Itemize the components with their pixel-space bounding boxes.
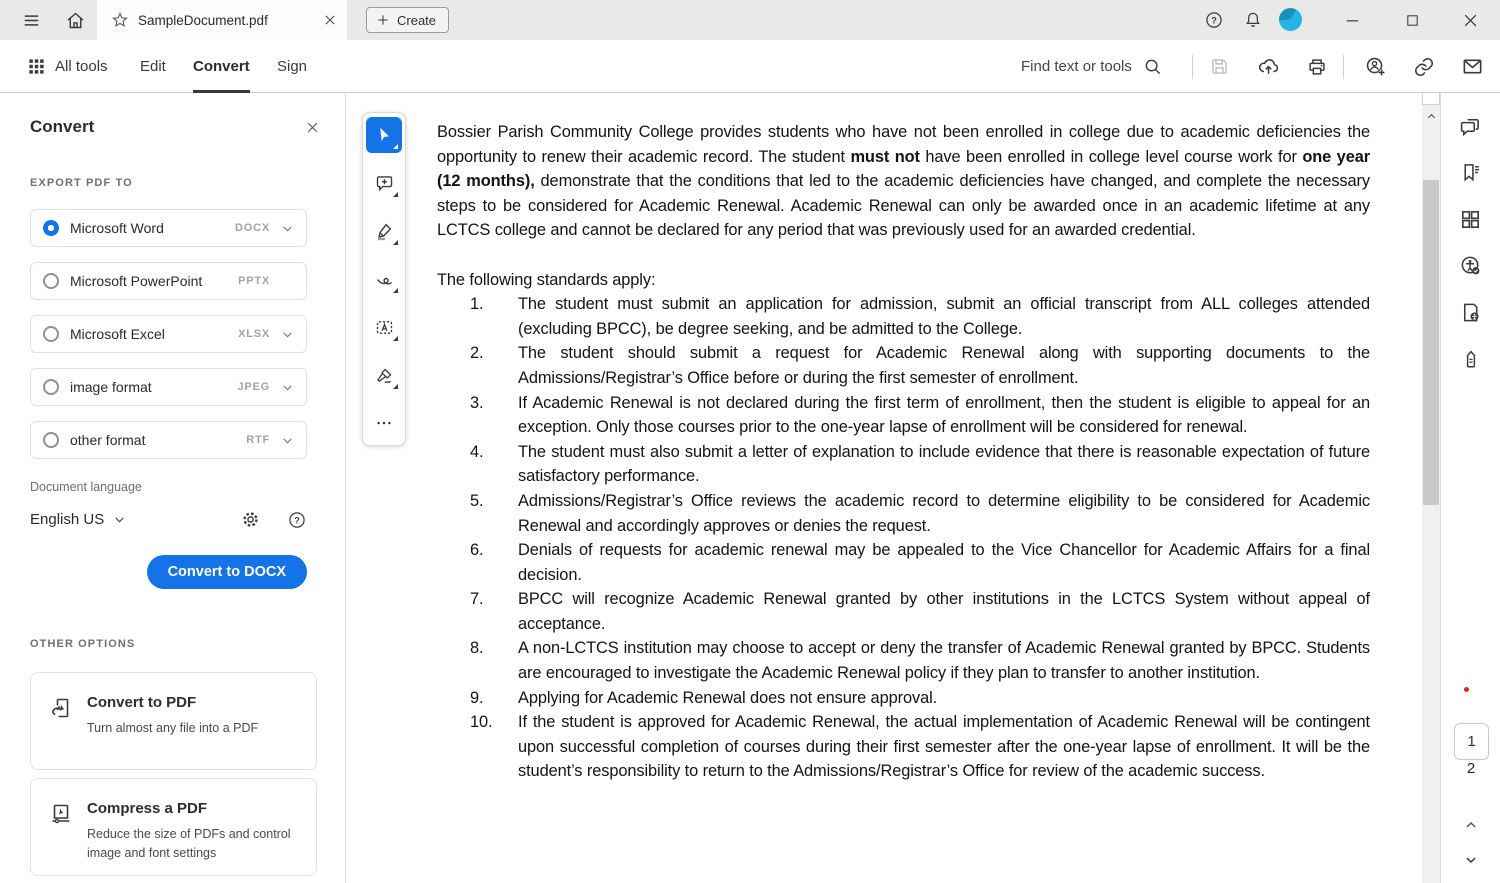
export-option-powerpoint[interactable] <box>30 262 307 300</box>
more-dots-icon <box>374 413 394 433</box>
minimize-button[interactable] <box>1339 0 1365 40</box>
list-item: 5. Admissions/Registrar’s Office reviews the academic record to determine eligibility to be considered for Academic Renewal and accordingly approves or denies the request. <box>470 491 1370 535</box>
language-dropdown[interactable] <box>30 511 126 528</box>
convert-to-pdf-card[interactable] <box>30 672 317 770</box>
help-icon <box>1204 10 1224 30</box>
tags-panel-button[interactable] <box>1459 347 1483 371</box>
settings-button[interactable] <box>240 509 261 530</box>
card-title: Compress a PDF <box>87 800 208 817</box>
list-item: 4. The student must also submit a letter of explanation to include evidence that there is reasonable expectation of future satisfactory performance. <box>470 442 1370 486</box>
title-bar <box>0 0 1500 40</box>
chevron-down-icon <box>113 513 126 526</box>
tab-title: SampleDocument.pdf <box>138 12 268 28</box>
home-icon <box>65 10 86 31</box>
avatar[interactable] <box>1279 8 1302 31</box>
fill-sign-pen-icon <box>374 365 395 386</box>
standards-intro: The following standards apply: <box>437 270 656 289</box>
draw-button[interactable] <box>366 261 402 297</box>
export-options <box>30 209 345 459</box>
export-option-image[interactable] <box>30 368 307 406</box>
option-format: RTF <box>246 434 270 446</box>
compress-pdf-card[interactable] <box>30 778 317 876</box>
list-item: 10. If the student is approved for Academic Renewal, the actual implementation of Academic Renewal will be contingent upon successful completion of courses during their first semester after the one-year lapse of enrollment. It will be the student’s responsibility to return to the Admissions/Registrar’s Office for review of the academic success. <box>470 713 1370 781</box>
link-icon <box>1413 56 1435 78</box>
select-cursor-icon <box>374 125 394 145</box>
radio-excel[interactable] <box>43 326 59 342</box>
window-close-button[interactable] <box>1457 0 1483 40</box>
export-option-other[interactable] <box>30 421 307 459</box>
search-icon <box>1143 57 1163 77</box>
highlighter-icon <box>374 221 395 242</box>
list-item: 9. Applying for Academic Renewal does not ensure approval. <box>470 688 938 707</box>
gear-icon <box>240 509 261 530</box>
chevron-down-icon[interactable] <box>281 222 294 235</box>
find-text-label: Find text or tools <box>1021 58 1132 75</box>
option-label: Microsoft PowerPoint <box>70 273 203 289</box>
tab-edit[interactable]: Edit <box>140 58 166 75</box>
chevron-down-icon[interactable] <box>281 381 294 394</box>
current-page-indicator[interactable]: 1 <box>1454 723 1489 760</box>
svg-text:?: ? <box>1211 15 1217 26</box>
all-tools-grid-icon <box>27 57 46 76</box>
tab-close-icon[interactable] <box>323 13 337 27</box>
export-section-label: EXPORT PDF TO <box>30 177 133 189</box>
maximize-button[interactable] <box>1399 0 1425 40</box>
share-cloud-button[interactable] <box>1255 40 1281 93</box>
thumbnails-grid-icon <box>1459 208 1482 231</box>
document-language-label: Document language <box>30 480 142 494</box>
draw-loop-icon <box>374 269 395 290</box>
hamburger-menu-button[interactable] <box>14 0 48 40</box>
page-thumbnails-button[interactable] <box>1459 207 1483 231</box>
main-toolbar <box>0 40 1500 93</box>
notification-dot <box>1464 687 1469 692</box>
tab-sign[interactable]: Sign <box>277 58 308 75</box>
page-down-button[interactable] <box>1441 853 1500 867</box>
scroll-up-button[interactable] <box>1422 105 1440 127</box>
option-label: Microsoft Word <box>70 220 164 236</box>
panel-close-icon[interactable] <box>305 120 320 135</box>
paragraph-1: Bossier Parish Community College provides students who have not been enrolled in college due to academic deficiencies the opportunity to renew their academic record. The student must not have been enrolled in college level course work for one year (12 months), demonstrate that the conditions that led to the academic deficiencies have changed, and complete the necessary steps to be considered for Academic Renewal. Academic Renewal can only be awarded once in an academic lifetime at any LCTCS college and cannot be declared for any period that was previously used for an awarded credential. <box>437 123 1371 240</box>
language-value: English US <box>30 511 105 528</box>
list-item: 1. The student must submit an application for admission, submit an official transcript from ALL colleges attended (excluding BPCC), be degree seeking, and be admitted to the College. <box>470 295 1370 338</box>
star-icon[interactable] <box>111 11 129 29</box>
option-format: PPTX <box>238 275 270 287</box>
tag-icon <box>1460 348 1482 370</box>
list-item: 8. A non-LCTCS institution may choose to accept or deny the transfer of Academic Renewal granted by BPCC. Students are encouraged to investigate the Academic Renewal policy if they plan to transfer to another institution. <box>470 639 1370 683</box>
email-icon <box>1461 55 1484 78</box>
option-label: image format <box>70 379 152 395</box>
radio-word[interactable] <box>43 220 59 236</box>
chevron-down-icon[interactable] <box>281 434 294 447</box>
option-label: Microsoft Excel <box>70 326 165 342</box>
accessibility-document-button[interactable] <box>1459 300 1483 324</box>
list-item: 3. If Academic Renewal is not declared during the first term of enrollment, then the student is eligible to appeal for an exception. Only those courses prior to the one-year lapse of enrollment will be considered for renewal. <box>470 393 1370 437</box>
convert-to-docx-button[interactable]: Convert to DOCX <box>147 555 307 589</box>
add-comment-button[interactable] <box>366 165 402 201</box>
chevron-up-icon <box>1463 818 1479 832</box>
scrollbar-cap <box>1422 93 1440 105</box>
home-button[interactable] <box>58 0 92 40</box>
print-icon <box>1306 56 1328 78</box>
chevron-up-icon <box>1426 111 1437 122</box>
chevron-down-icon <box>1463 853 1479 867</box>
add-user-icon <box>1364 55 1387 78</box>
save-icon <box>1209 56 1230 77</box>
export-option-excel[interactable] <box>30 315 307 353</box>
more-tools-button[interactable] <box>366 405 402 441</box>
minimize-icon <box>1344 12 1361 29</box>
create-button[interactable] <box>366 7 449 33</box>
maximize-icon <box>1405 13 1420 28</box>
convert-to-pdf-icon <box>49 696 73 720</box>
document-canvas[interactable] <box>346 93 1422 883</box>
list-item: 6. Denials of requests for academic renewal may be appealed to the Vice Chancellor for Academic Affairs for a final decision. <box>470 541 1370 584</box>
page-up-button[interactable] <box>1441 818 1500 832</box>
toolbar-divider <box>1192 55 1193 79</box>
option-format: XLSX <box>238 328 270 340</box>
accessibility-document-icon <box>1459 301 1482 324</box>
panel-title: Convert <box>30 117 95 136</box>
option-format: DOCX <box>235 222 270 234</box>
window-close-icon <box>1462 12 1479 29</box>
list-item: 2. The student should submit a request for Academic Renewal along with supporting documents to the Admissions/Registrar’s Office before or during the first semester of enrollment. <box>470 344 1370 387</box>
convert-panel <box>0 93 346 883</box>
radio-image[interactable] <box>43 379 59 395</box>
accessibility-check-button[interactable] <box>1459 254 1483 278</box>
help-button[interactable] <box>1201 0 1227 40</box>
toolbar-divider <box>1343 55 1344 79</box>
chevron-down-icon[interactable] <box>281 328 294 341</box>
select-tool-button[interactable] <box>366 117 402 153</box>
svg-text:?: ? <box>294 514 300 525</box>
accessibility-check-icon <box>1459 254 1482 277</box>
add-user-button[interactable] <box>1362 40 1388 93</box>
help-icon <box>287 510 307 530</box>
option-format: JPEG <box>237 381 270 393</box>
save-button[interactable] <box>1206 40 1232 93</box>
option-label: other format <box>70 432 146 448</box>
other-options-label: OTHER OPTIONS <box>30 638 136 650</box>
compress-pdf-icon <box>49 802 73 826</box>
list-item: 7. BPCC will recognize Academic Renewal granted by other institutions in the LCTCS System without appeal of acceptance. <box>470 590 1370 633</box>
document-tab[interactable] <box>97 0 347 40</box>
right-rail <box>1440 93 1500 883</box>
highlight-button[interactable] <box>366 213 402 249</box>
bookmarks-panel-button[interactable] <box>1459 161 1483 185</box>
create-button-label: Create <box>397 12 437 28</box>
print-button[interactable] <box>1304 40 1330 93</box>
card-description: Turn almost any file into a PDF <box>87 721 259 735</box>
fill-and-sign-button[interactable] <box>366 357 402 393</box>
hamburger-icon <box>22 11 41 30</box>
plus-icon <box>376 13 390 27</box>
link-button[interactable] <box>1411 40 1437 93</box>
bell-icon <box>1243 10 1263 30</box>
export-option-word[interactable] <box>30 209 307 247</box>
add-text-icon <box>374 317 395 338</box>
comments-icon <box>1459 115 1482 138</box>
comments-panel-button[interactable] <box>1459 114 1483 138</box>
next-page-number[interactable]: 2 <box>1466 760 1476 777</box>
page-content <box>437 120 1370 784</box>
add-text-button[interactable] <box>366 309 402 345</box>
card-description: Reduce the size of PDFs and control image and font settings <box>87 827 291 860</box>
cloud-upload-icon <box>1257 55 1280 78</box>
radio-powerpoint[interactable] <box>43 273 59 289</box>
document-scrollbar[interactable] <box>1422 93 1440 883</box>
notifications-button[interactable] <box>1240 0 1266 40</box>
find-text-button[interactable] <box>1021 40 1163 93</box>
card-title: Convert to PDF <box>87 694 197 711</box>
all-tools-button[interactable] <box>27 40 108 93</box>
bookmarks-icon <box>1459 161 1482 184</box>
tab-convert[interactable]: Convert <box>193 40 250 93</box>
scrollbar-thumb[interactable] <box>1423 180 1439 505</box>
add-comment-icon <box>374 173 395 194</box>
quick-tools-toolbar <box>362 112 406 446</box>
convert-help-button[interactable] <box>287 510 307 530</box>
email-button[interactable] <box>1459 40 1485 93</box>
all-tools-label: All tools <box>55 58 108 75</box>
radio-other[interactable] <box>43 432 59 448</box>
